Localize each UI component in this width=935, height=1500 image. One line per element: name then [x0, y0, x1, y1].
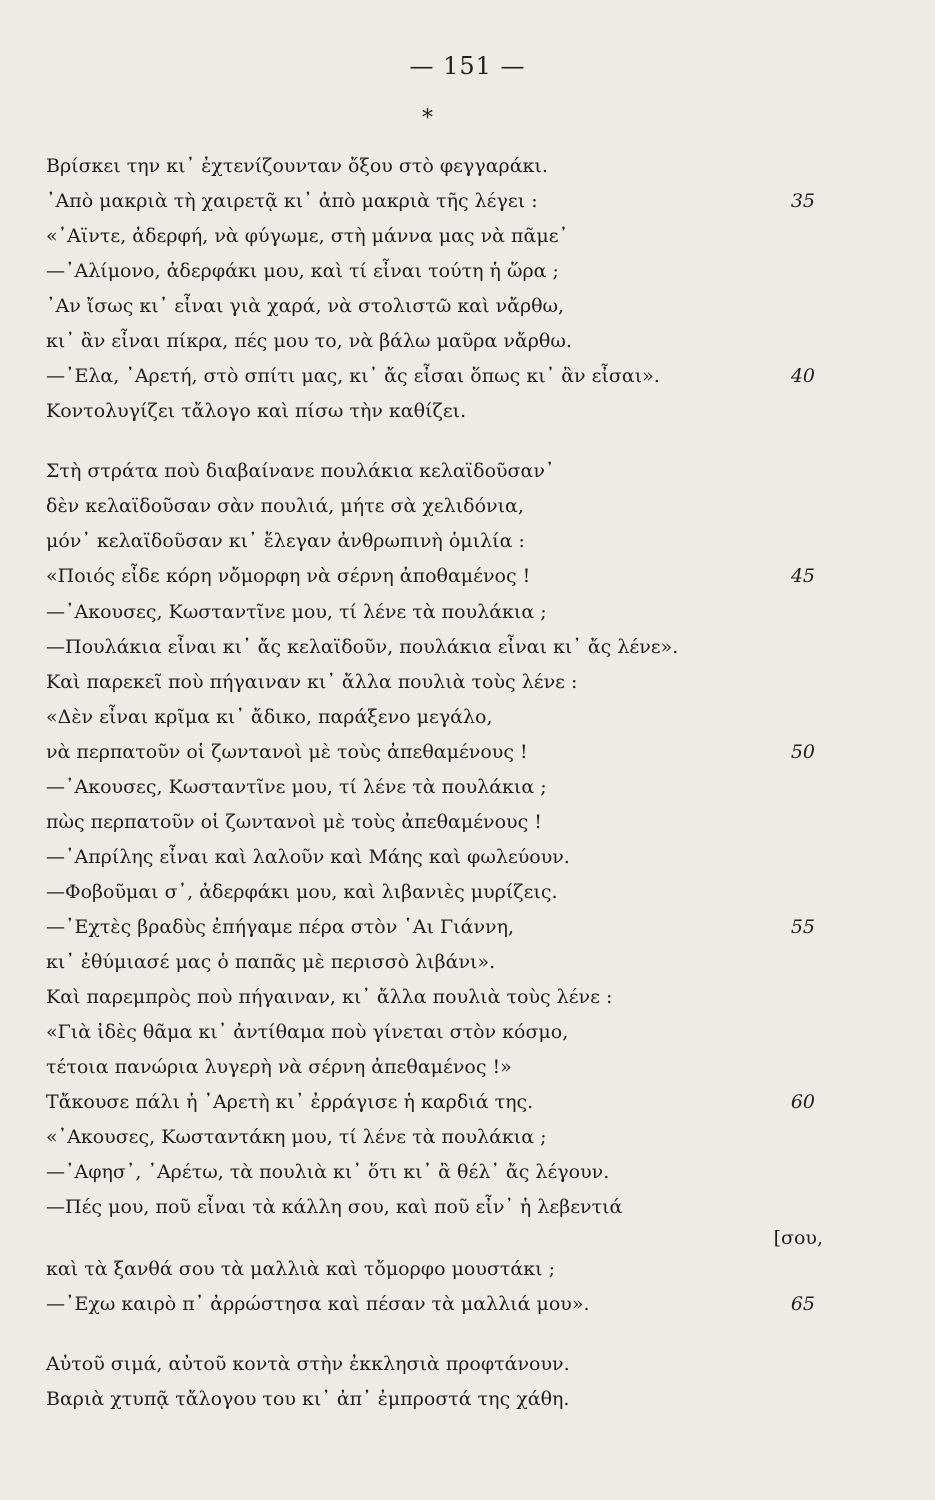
- verse-line: δὲν κελαϊδοῦσαν σὰν πουλιά, μήτε σὰ χελιδόνια,: [46, 495, 524, 517]
- verse-line: —᾽Ελα, ᾽Αρετή, στὸ σπίτι μας, κι᾽ ἄς εἶσαι ὅπως κι᾽ ἂν εἶσαι».: [46, 365, 660, 387]
- verse-line: «Δὲν εἶναι κρῖμα κι᾽ ἄδικο, παράξενο μεγάλο,: [46, 706, 493, 728]
- line-number: 55: [790, 916, 815, 938]
- verse-line: καὶ τὰ ξανθά σου τὰ μαλλιὰ καὶ τὄμορφο μουστάκι ;: [46, 1258, 555, 1280]
- verse-line: Τἄκουσε πάλι ἡ ᾽Αρετὴ κι᾽ ἐρράγισε ἡ καρδιά της.: [46, 1091, 534, 1113]
- verse-line: —᾽Αλίμονο, ἀδερφάκι μου, καὶ τί εἶναι τούτη ἡ ὥρα ;: [46, 260, 559, 282]
- verse-line: «Γιὰ ἰδὲς θᾶμα κι᾽ ἀντίθαμα ποὺ γίνεται στὸν κόσμο,: [46, 1021, 569, 1043]
- verse-line: —᾽Ακουσες, Κωσταντῖνε μου, τί λένε τὰ πουλάκια ;: [46, 776, 547, 798]
- verse-line: —Πές μου, ποῦ εἶναι τὰ κάλλη σου, καὶ ποῦ εἶν᾽ ἡ λεβεντιά: [46, 1196, 623, 1218]
- verse-line: πὼς περπατοῦν οἱ ζωντανοὶ μὲ τοὺς ἀπεθαμένους !: [46, 811, 542, 833]
- verse-line: —᾽Αφησ᾽, ᾽Αρέτω, τὰ πουλιὰ κι᾽ ὅτι κι᾽ ἂ θέλ᾽ ἄς λέγουν.: [46, 1161, 610, 1183]
- verse-line: —Φοβοῦμαι σ᾽, ἀδερφάκι μου, καὶ λιβανιὲς μυρίζεις.: [46, 881, 558, 903]
- verse-line: —᾽Ακουσες, Κωσταντῖνε μου, τί λένε τὰ πουλάκια ;: [46, 601, 547, 623]
- verse-line: ᾽Αν ἴσως κι᾽ εἶναι γιὰ χαρά, νὰ στολιστῶ καὶ νἄρθω,: [46, 295, 565, 317]
- verse-line: κι᾽ ἐθύμιασέ μας ὁ παπᾶς μὲ περισσὸ λιβάνι».: [46, 951, 496, 973]
- line-number: 65: [790, 1293, 815, 1315]
- line-number: 45: [790, 565, 815, 587]
- verse-line: ᾽Απὸ μακριὰ τὴ χαιρετᾷ κι᾽ ἀπὸ μακριὰ τῆς λέγει :: [46, 190, 538, 212]
- line-number: 50: [790, 741, 815, 763]
- verse-line: «Ποιός εἶδε κόρη νὄμορφη νὰ σέρνη ἀποθαμένος !: [46, 565, 531, 587]
- verse-line: τέτοια πανώρια λυγερὴ νὰ σέρνη ἀπεθαμένος !»: [46, 1056, 512, 1078]
- section-asterisk: *: [422, 106, 433, 131]
- line-number: 60: [790, 1091, 815, 1113]
- line-continuation: [σου,: [773, 1227, 823, 1249]
- page-number: — 151 —: [409, 52, 526, 80]
- verse-line: —Πουλάκια εἶναι κι᾽ ἄς κελαϊδοῦν, πουλάκια εἶναι κι᾽ ἄς λένε».: [46, 636, 679, 658]
- verse-line: Κοντολυγίζει τἄλογο καὶ πίσω τὴν καθίζει.: [46, 400, 467, 422]
- verse-line: Στὴ στράτα ποὺ διαβαίνανε πουλάκια κελαϊδοῦσαν᾽: [46, 460, 555, 482]
- verse-line: κι᾽ ἂν εἶναι πίκρα, πές μου το, νὰ βάλω μαῦρα νἄρθω.: [46, 330, 572, 352]
- line-number: 35: [790, 190, 815, 212]
- verse-line: —᾽Εχτὲς βραδὺς ἐπήγαμε πέρα στὸν ῾Αι Γιάννη,: [46, 916, 514, 938]
- verse-line: Καὶ παρεμπρὸς ποὺ πήγαιναν, κι᾽ ἄλλα πουλιὰ τοὺς λένε :: [46, 986, 613, 1008]
- verse-line: «᾽Ακουσες, Κωσταντάκη μου, τί λένε τὰ πουλάκια ;: [46, 1126, 547, 1148]
- verse-line: μόν᾽ κελαϊδοῦσαν κι᾽ ἔλεγαν ἀνθρωπινὴ ὁμιλία :: [46, 530, 525, 552]
- line-number: 40: [790, 365, 815, 387]
- verse-line: —᾽Εχω καιρὸ π᾽ ἀρρώστησα καὶ πέσαν τὰ μαλλιά μου».: [46, 1293, 590, 1315]
- verse-line: Βρίσκει την κι᾽ ἐχτενίζουνταν ὄξου στὸ φεγγαράκι.: [46, 155, 548, 177]
- verse-line: Καὶ παρεκεῖ ποὺ πήγαιναν κι᾽ ἄλλα πουλιὰ τοὺς λένε :: [46, 671, 578, 693]
- verse-line: Αὐτοῦ σιμά, αὐτοῦ κοντὰ στὴν ἐκκλησιὰ προφτάνουν.: [46, 1353, 570, 1375]
- verse-line: «᾽Αϊντε, ἀδερφή, νὰ φύγωμε, στὴ μάννα μας νὰ πᾶμε᾽: [46, 225, 569, 247]
- verse-line: Βαριὰ χτυπᾷ τἄλογου του κι᾽ ἀπ᾽ ἐμπροστά της χάθη.: [46, 1388, 570, 1410]
- verse-line: —᾽Απρίλης εἶναι καὶ λαλοῦν καὶ Μάης καὶ φωλεύουν.: [46, 846, 570, 868]
- verse-line: νὰ περπατοῦν οἱ ζωντανοὶ μὲ τοὺς ἀπεθαμένους !: [46, 741, 528, 763]
